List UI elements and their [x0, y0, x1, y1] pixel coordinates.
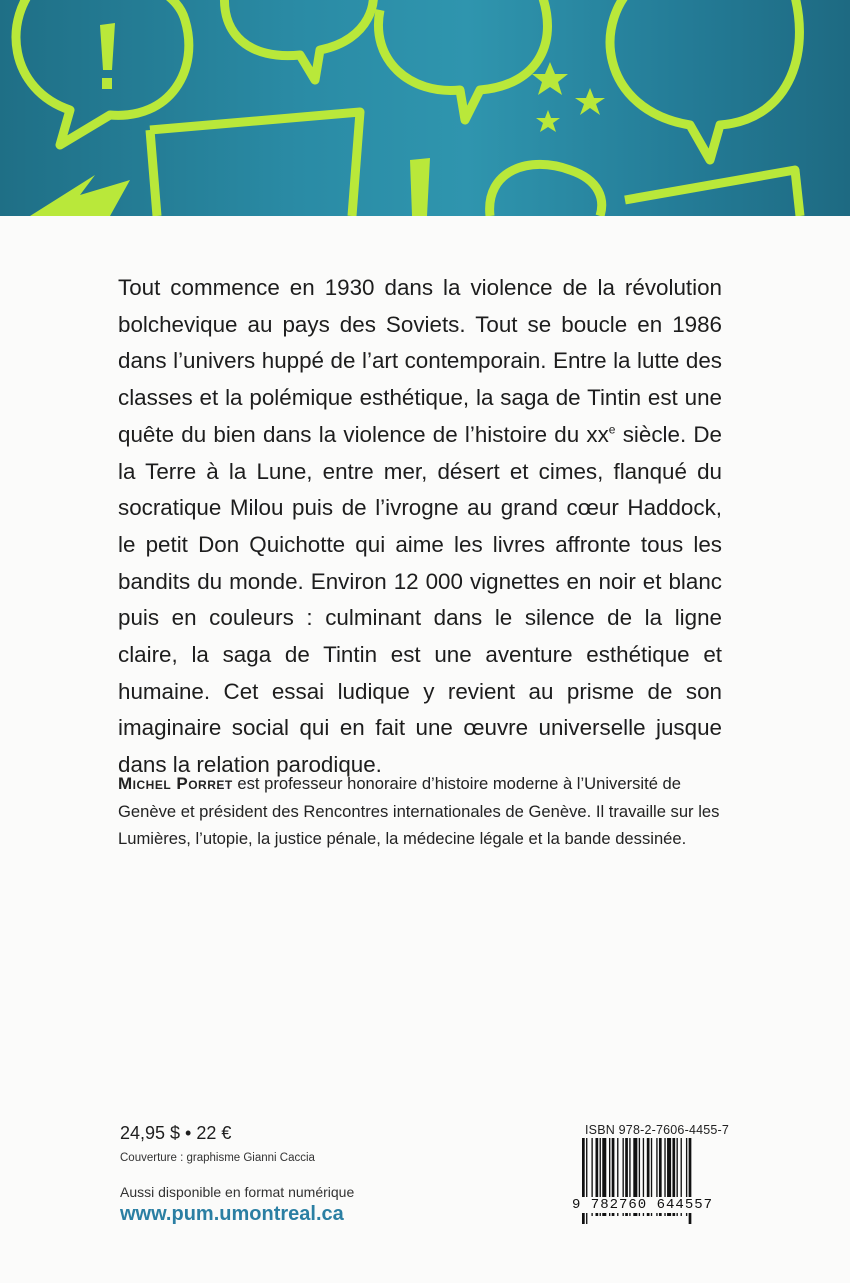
star-icon — [536, 110, 560, 132]
author-bio — [118, 770, 722, 853]
barcode-digits: 9 782760 644557 — [572, 1197, 732, 1213]
blurb-text-part-1: Tout commence en 1930 dans la violence de la révolution bolchevique au pays des Soviets. Tout se boucle en 1986 dans l’univers huppé de l’art contemporain. Entre la lutte des classes et la polémique esthétique, la saga de Tintin est une quête du bien dans la violence de l’histoire du xx — [118, 275, 722, 447]
speech-bubble-icon — [610, 0, 799, 160]
speech-bubble-icon — [224, 0, 373, 80]
blurb-text-part-2: siècle. De la Terre à la Lune, entre mer, désert et cimes, flanqué du socratique Milou puis de l’ivrogne au grand cœur Haddock, le petit Don Quichotte qui aime les livres affronte tous les bandits du monde. Environ 12 000 vignettes en noir et blanc puis en couleurs : culminant dans le silence de la ligne claire, la saga de Tintin est une aventure esthétique et humaine. Cet essai ludique y revient au prisme de son imaginaire social qui en fait une œuvre universelle jusque dans la relation parodique. — [118, 421, 723, 778]
isbn-label: ISBN 978-2-7606-4455-7 — [585, 1123, 730, 1137]
comic-speech-bubbles-illustration — [0, 0, 850, 216]
author-name: Michel Porret — [118, 774, 233, 793]
exclamation-icon — [100, 23, 115, 89]
speech-bubble-icon — [490, 164, 602, 216]
publisher-url[interactable]: www.pum.umontreal.ca — [120, 1203, 344, 1225]
century-superscript: e — [608, 422, 616, 437]
star-icon — [575, 88, 605, 115]
speech-bubble-icon — [16, 0, 189, 145]
speech-bubble-icon — [150, 112, 360, 216]
exclamation-icon — [410, 158, 430, 216]
speech-bubble-icon — [625, 170, 800, 216]
price: 24,95 $ • 22 € — [120, 1123, 232, 1143]
cover-banner — [0, 0, 850, 216]
digital-availability: Aussi disponible en format numérique — [120, 1184, 355, 1200]
speech-bubble-icon — [378, 0, 547, 120]
back-cover-blurb — [118, 270, 722, 784]
lightning-shape — [30, 175, 130, 216]
cover-credit: Couverture : graphisme Gianni Caccia — [120, 1152, 315, 1164]
author-bio-text: est professeur honoraire d’histoire moderne à l’Université de Genève et président des Rencontres internationales de Genève. Il travaille sur les Lumières, l’utopie, la justice pénale, la médecine légale et la bande dessinée. — [118, 774, 720, 848]
